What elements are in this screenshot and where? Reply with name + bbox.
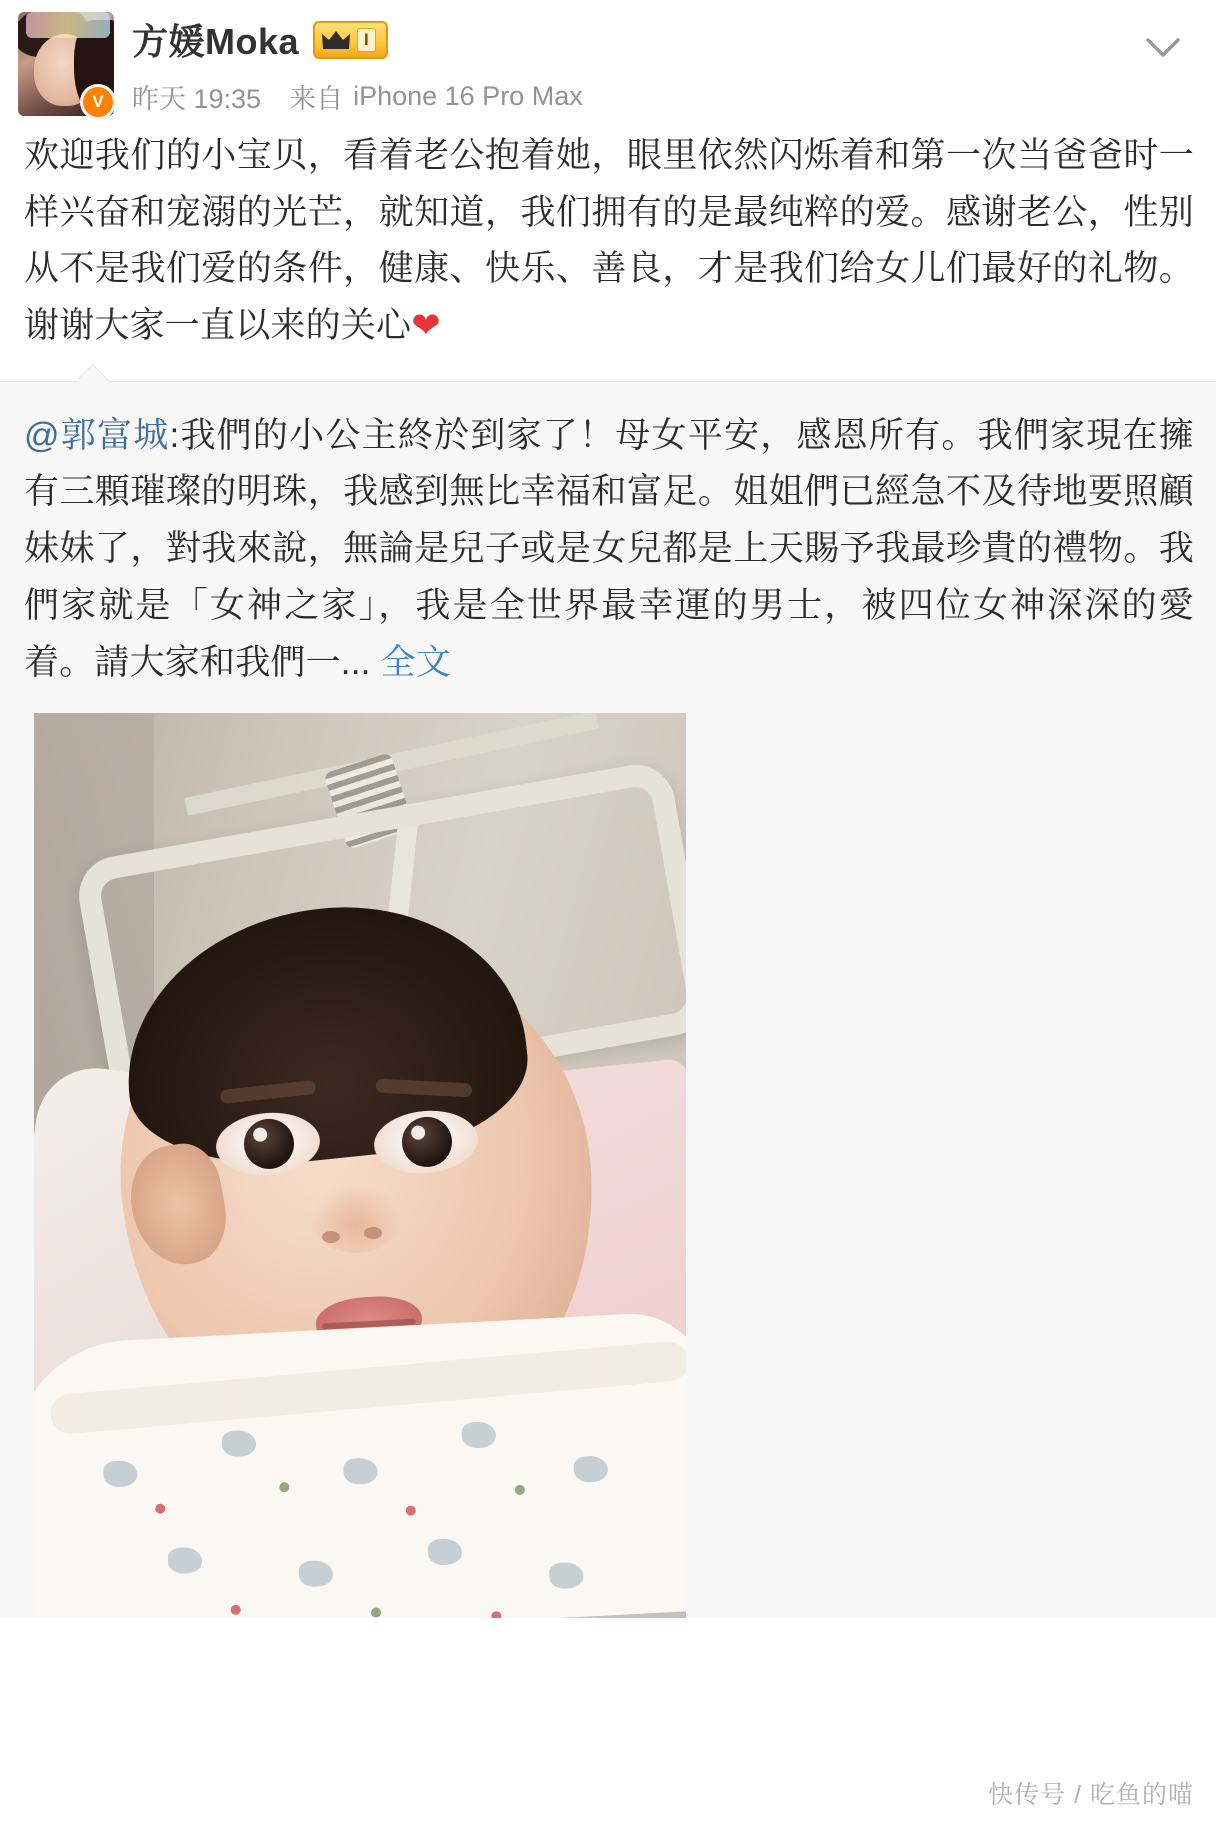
post-content: [0, 122, 1216, 381]
show-full-text-link[interactable]: 全文: [380, 642, 451, 682]
post-header: [0, 0, 1216, 122]
avatar[interactable]: [18, 12, 114, 122]
vip-crown-badge[interactable]: [313, 21, 388, 59]
swaddle-motif: [298, 1560, 333, 1588]
avatar-decoration-shape: [26, 12, 110, 38]
swaddle-motif: [427, 1538, 462, 1566]
swaddle-motif: [461, 1421, 496, 1449]
name-row: [132, 14, 1198, 65]
baby-pupil-right: [400, 1115, 454, 1169]
post-content-text: 欢迎我们的小宝贝，看着老公抱着她，眼里依然闪烁着和第一次当爸爸时一样兴奋和宠溺的光芒，就知道，我们拥有的是最纯粹的爱。感谢老公，性别从不是我们爱的条件，健康、快乐、善良，才是我们给女儿们最好的礼物。谢谢大家一直以来的关心: [24, 136, 1194, 346]
repost-media[interactable]: [24, 713, 1194, 1618]
crown-icon: [321, 29, 351, 51]
swaddle-motif: [573, 1455, 608, 1483]
post-time: 昨天 19:35: [132, 84, 262, 114]
swaddle-dot: [371, 1607, 382, 1618]
swaddle-dot: [491, 1611, 502, 1618]
author-name[interactable]: 方媛Moka: [132, 21, 300, 62]
swaddle-fold: [49, 1340, 686, 1436]
watermark-label: 快传号 / 吃鱼的喵: [988, 1781, 1194, 1809]
chevron-down-icon[interactable]: [1140, 24, 1186, 70]
repost-card[interactable]: [0, 382, 1216, 1618]
swaddle-dot: [279, 1482, 290, 1493]
swaddle-motif: [343, 1457, 378, 1485]
swaddle-dot: [406, 1506, 417, 1517]
mention-separator: :: [169, 415, 180, 455]
swaddle-motif: [549, 1562, 584, 1590]
header-text-block: [132, 10, 1198, 116]
post-device[interactable]: iPhone 16 Pro Max: [353, 81, 583, 111]
repost-content-text: 我們的小公主終於到家了！母女平安，感恩所有。我們家現在擁有三顆璀璨的明珠，我感到無比幸福和富足。姐姐們已經急不及待地要照顧妹妹了，對我來說，無論是兒子或是女兒都是上天賜予我最珍貴的禮物。我們家就是「女神之家」，我是全世界最幸運的男士，被四位女神深深的愛着。請大家和我們一...: [24, 415, 1194, 682]
baby-pupil-left: [242, 1117, 296, 1171]
heart-emoji-icon: ❤: [411, 306, 441, 346]
baby-swaddle: [34, 1310, 686, 1618]
vip-level-label: I: [357, 28, 376, 52]
repost-arrow-decoration: [78, 365, 112, 383]
verified-badge-icon: V: [80, 84, 116, 120]
baby-photo[interactable]: [34, 713, 686, 1618]
swaddle-dot: [230, 1605, 241, 1616]
post-source-prefix: 来自: [289, 84, 344, 114]
swaddle-motif: [221, 1430, 256, 1458]
baby-nose: [310, 1183, 402, 1253]
repost-content: [24, 408, 1194, 691]
swaddle-dot: [515, 1485, 526, 1496]
swaddle-motif: [167, 1547, 202, 1575]
post-meta: [132, 77, 1198, 116]
mention-link[interactable]: @郭富城: [24, 415, 170, 455]
swaddle-motif: [103, 1460, 138, 1488]
swaddle-dot: [155, 1504, 166, 1515]
